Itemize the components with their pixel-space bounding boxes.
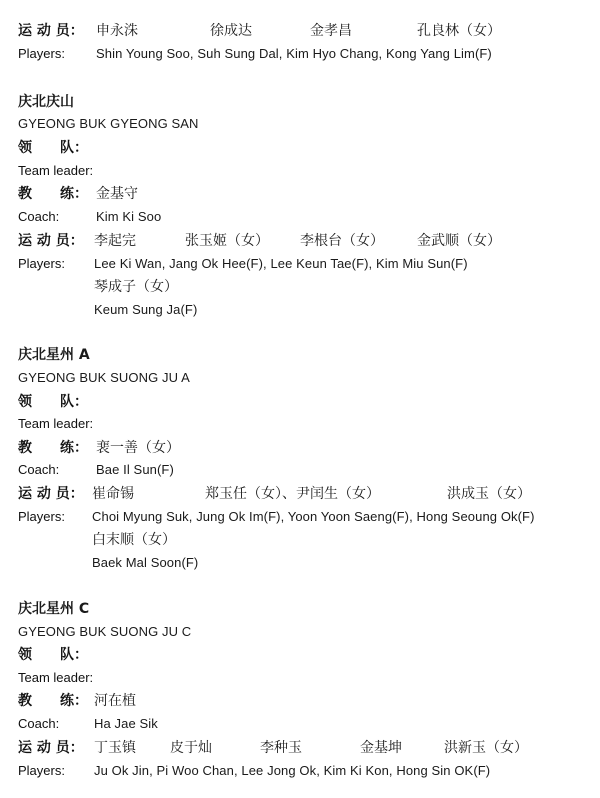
- player-cn-name: 徐成达: [210, 23, 252, 39]
- players-cn-label: 运 动 员：: [18, 486, 84, 502]
- player-cn-name: 洪成玉（女）: [447, 486, 531, 502]
- coach-cn-name: 裵一善（女）: [96, 440, 180, 456]
- coach-cn-name: 河在植: [94, 693, 136, 709]
- player-cn-name: 洪新玉（女）: [444, 740, 528, 756]
- leader-cn-label: 领 队：: [18, 647, 88, 663]
- leader-en-label: Team leader:: [18, 163, 94, 178]
- player-cn-name: 郑玉任（女）、尹闰生（女）: [205, 486, 380, 502]
- players-cn-label: 运 动 员：: [18, 233, 84, 249]
- coach-cn-name: 金基守: [96, 186, 138, 202]
- player-cn-name: 丁玉镇: [94, 740, 136, 756]
- coach-en-label: Coach:: [18, 209, 60, 224]
- players-en-list: Lee Ki Wan, Jang Ok Hee(F), Lee Keun Tae(F), Kim Miu Sun(F): [94, 256, 468, 271]
- team-name-en: GYEONG BUK GYEONG SAN: [18, 116, 199, 131]
- coach-en-name: Ha Jae Sik: [94, 716, 158, 731]
- coach-en-label: Coach:: [18, 462, 60, 477]
- player-cn-name: 孔良林（女）: [417, 23, 501, 39]
- players-en-list: Choi Myung Suk, Jung Ok Im(F), Yoon Yoon Saeng(F), Hong Seoung Ok(F): [92, 509, 535, 524]
- leader-cn-label: 领 队：: [18, 140, 88, 156]
- coach-en-name: Bae Il Sun(F): [96, 462, 174, 477]
- player-en-name-extra: Baek Mal Soon(F): [92, 555, 199, 570]
- team-name-en: GYEONG BUK SUONG JU C: [18, 624, 192, 639]
- coach-cn-label: 教 练：: [18, 186, 88, 202]
- coach-en-name: Kim Ki Soo: [96, 209, 162, 224]
- coach-en-label: Coach:: [18, 716, 60, 731]
- team-name-cn: 庆北星州 A: [18, 347, 90, 363]
- player-cn-name: 皮于灿: [170, 740, 212, 756]
- players-en-label: Players:: [18, 256, 65, 271]
- player-cn-name: 张玉姬（女）: [185, 233, 269, 249]
- players-en-label: Players:: [18, 509, 65, 524]
- player-cn-name-extra: 白末顺（女）: [92, 532, 176, 548]
- leader-cn-label: 领 队：: [18, 394, 88, 410]
- players-cn-label: 运 动 员：: [18, 23, 84, 39]
- team-name-cn: 庆北庆山: [18, 94, 74, 110]
- player-cn-name-extra: 琴成子（女）: [94, 279, 178, 295]
- player-cn-name: 崔命锡: [92, 486, 134, 502]
- players-cn-label: 运 动 员：: [18, 740, 84, 756]
- player-cn-name: 李种玉: [260, 740, 302, 756]
- team-name-cn: 庆北星州 C: [18, 601, 90, 617]
- player-cn-name: 金基坤: [360, 740, 402, 756]
- player-en-name-extra: Keum Sung Ja(F): [94, 302, 198, 317]
- players-en-label: Players:: [18, 763, 65, 778]
- player-cn-name: 李起完: [94, 233, 136, 249]
- players-en-list: Shin Young Soo, Suh Sung Dal, Kim Hyo Chang, Kong Yang Lim(F): [96, 46, 492, 61]
- player-cn-name: 金武顺（女）: [417, 233, 501, 249]
- player-cn-name: 李根台（女）: [300, 233, 384, 249]
- player-cn-name: 金孝昌: [310, 23, 352, 39]
- coach-cn-label: 教 练：: [18, 440, 88, 456]
- leader-en-label: Team leader:: [18, 416, 94, 431]
- coach-cn-label: 教 练：: [18, 693, 88, 709]
- player-cn-name: 申永洙: [96, 23, 138, 39]
- players-en-list: Ju Ok Jin, Pi Woo Chan, Lee Jong Ok, Kim Ki Kon, Hong Sin OK(F): [94, 763, 491, 778]
- team-name-en: GYEONG BUK SUONG JU A: [18, 370, 190, 385]
- players-en-label: Players:: [18, 46, 65, 61]
- leader-en-label: Team leader:: [18, 670, 94, 685]
